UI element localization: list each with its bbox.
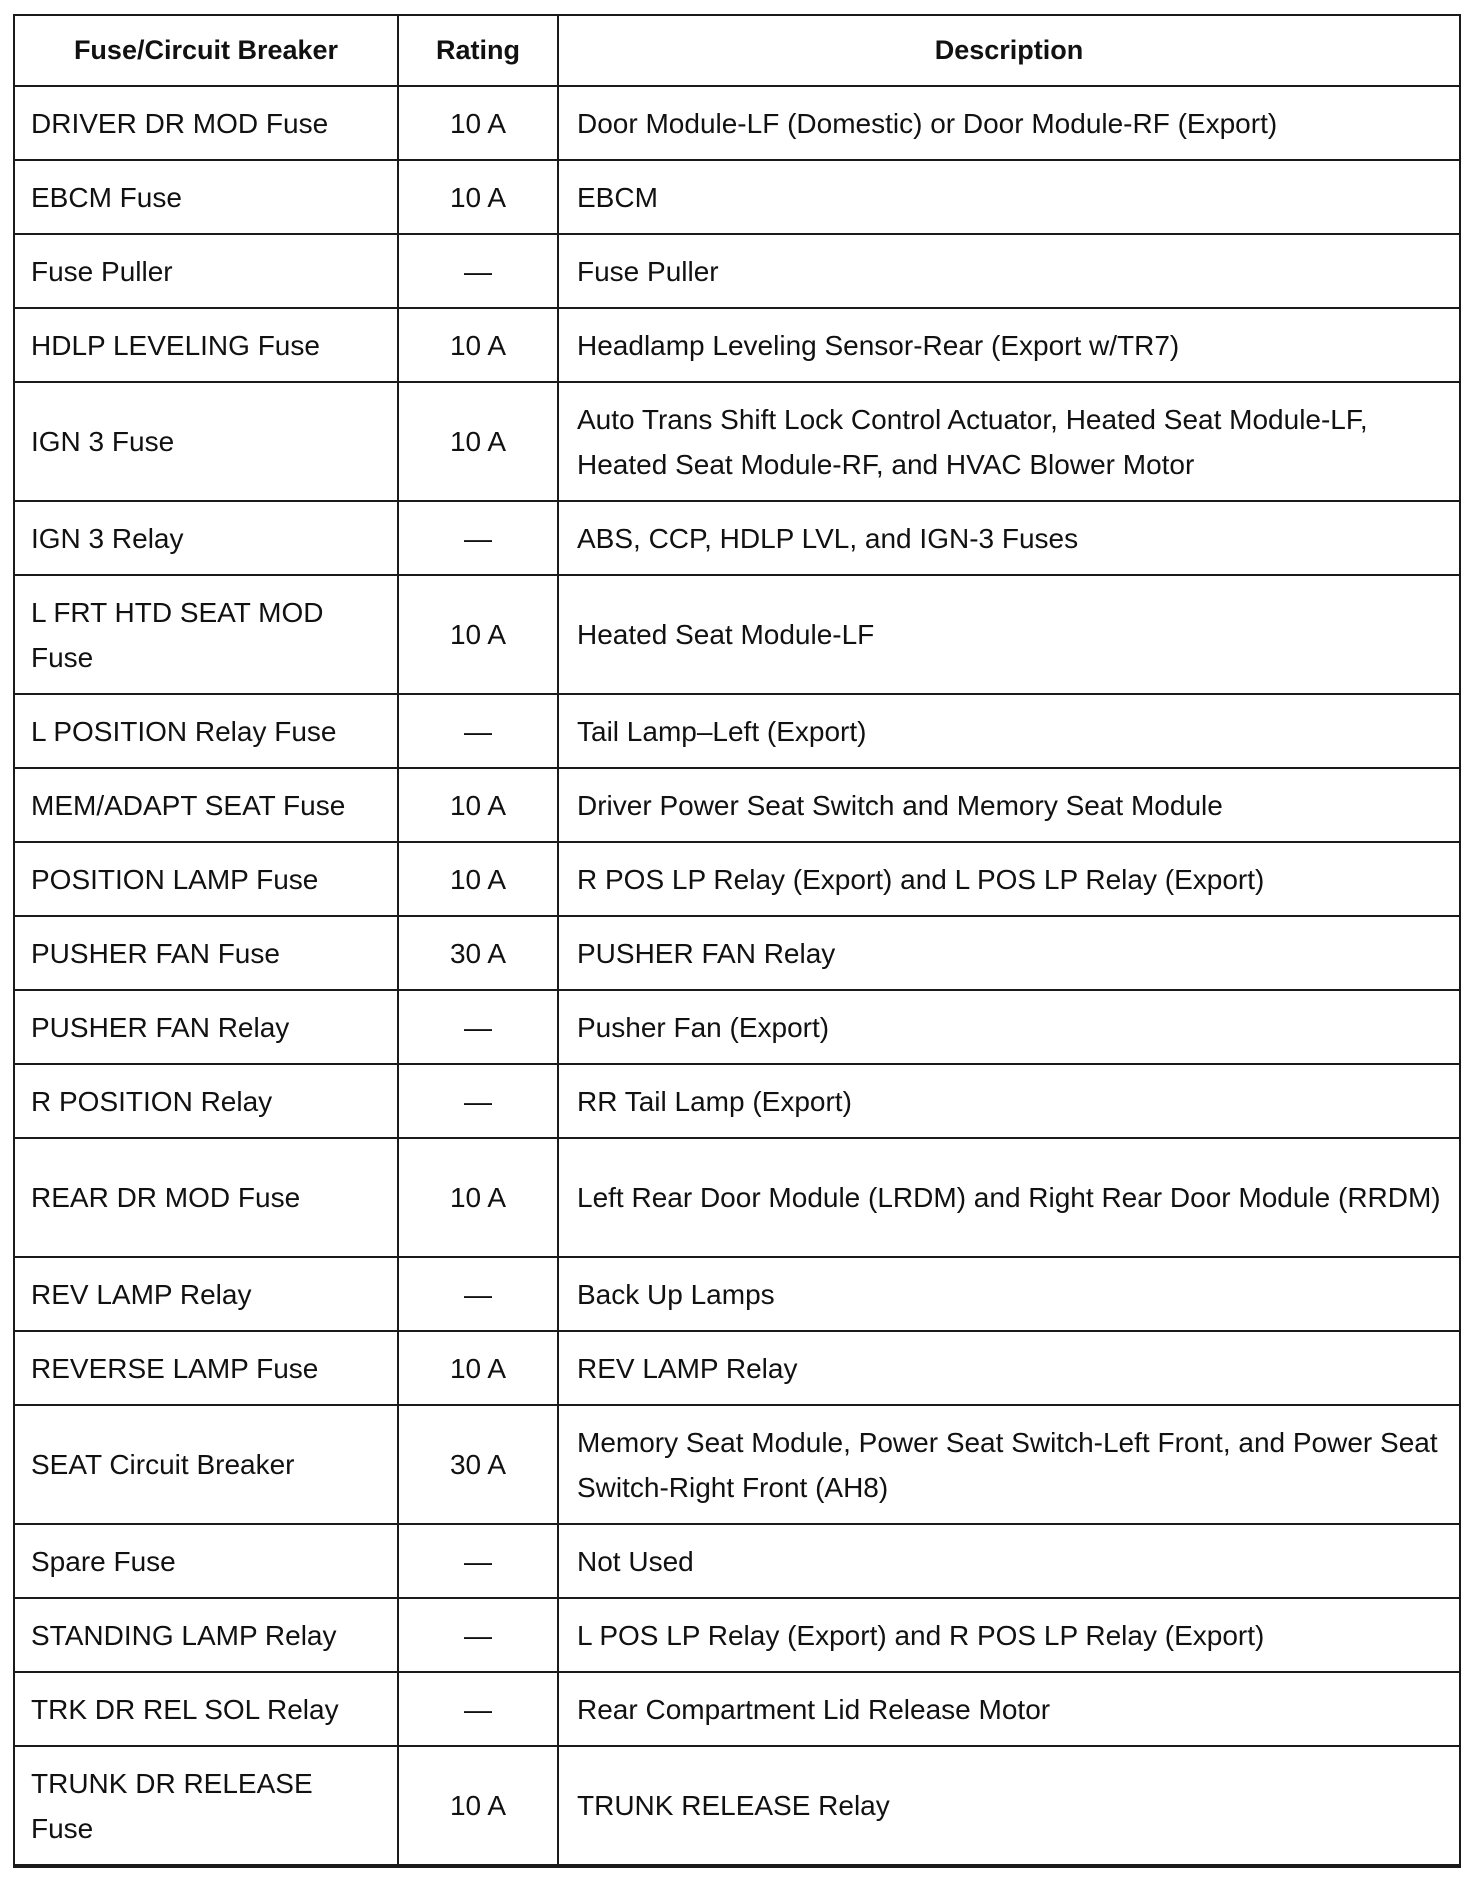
description-cell: Heated Seat Module-LF	[558, 575, 1460, 694]
fuse-name-cell: R POSITION Relay	[14, 1064, 398, 1138]
description-cell: Back Up Lamps	[558, 1257, 1460, 1331]
fuse-name-cell: DRIVER DR MOD Fuse	[14, 86, 398, 160]
fuse-name-cell: REV LAMP Relay	[14, 1257, 398, 1331]
rating-cell: 10 A	[398, 575, 558, 694]
fuse-name-cell: TRUNK DR RELEASE Fuse	[14, 1746, 398, 1866]
table-row	[14, 1138, 1460, 1257]
rating-cell: —	[398, 990, 558, 1064]
table-row	[14, 1257, 1460, 1331]
table-row	[14, 1672, 1460, 1746]
description-cell: Door Module-LF (Domestic) or Door Module-RF (Export)	[558, 86, 1460, 160]
table-row	[14, 575, 1460, 694]
table-row	[14, 842, 1460, 916]
header-description: Description	[558, 15, 1460, 86]
table-row	[14, 916, 1460, 990]
description-cell: R POS LP Relay (Export) and L POS LP Relay (Export)	[558, 842, 1460, 916]
rating-cell: —	[398, 1257, 558, 1331]
table-row	[14, 501, 1460, 575]
table-row	[14, 768, 1460, 842]
rating-cell: —	[398, 1064, 558, 1138]
table-row	[14, 1405, 1460, 1524]
table-row	[14, 694, 1460, 768]
fuse-name-cell: PUSHER FAN Fuse	[14, 916, 398, 990]
description-cell: Rear Compartment Lid Release Motor	[558, 1672, 1460, 1746]
description-cell: RR Tail Lamp (Export)	[558, 1064, 1460, 1138]
description-cell: Driver Power Seat Switch and Memory Seat Module	[558, 768, 1460, 842]
fuse-name-cell: POSITION LAMP Fuse	[14, 842, 398, 916]
fuse-name-cell: IGN 3 Fuse	[14, 382, 398, 501]
header-rating: Rating	[398, 15, 558, 86]
description-cell: Tail Lamp–Left (Export)	[558, 694, 1460, 768]
fuse-table-document	[13, 14, 1459, 1868]
rating-cell: 10 A	[398, 1331, 558, 1405]
fuse-name-cell: MEM/ADAPT SEAT Fuse	[14, 768, 398, 842]
description-cell: Fuse Puller	[558, 234, 1460, 308]
fuse-table	[13, 14, 1461, 1868]
fuse-name-cell: TRK DR REL SOL Relay	[14, 1672, 398, 1746]
rating-cell: 10 A	[398, 1746, 558, 1866]
rating-cell: 10 A	[398, 86, 558, 160]
table-row	[14, 1746, 1460, 1866]
rating-cell: 10 A	[398, 382, 558, 501]
fuse-name-cell: Fuse Puller	[14, 234, 398, 308]
rating-cell: 10 A	[398, 842, 558, 916]
fuse-name-cell: L POSITION Relay Fuse	[14, 694, 398, 768]
fuse-name-cell: IGN 3 Relay	[14, 501, 398, 575]
header-row	[14, 15, 1460, 86]
description-cell: TRUNK RELEASE Relay	[558, 1746, 1460, 1866]
description-cell: L POS LP Relay (Export) and R POS LP Relay (Export)	[558, 1598, 1460, 1672]
table-row	[14, 1064, 1460, 1138]
fuse-name-cell: PUSHER FAN Relay	[14, 990, 398, 1064]
rating-cell: 10 A	[398, 1138, 558, 1257]
rating-cell: 30 A	[398, 916, 558, 990]
rating-cell: —	[398, 501, 558, 575]
table-row	[14, 86, 1460, 160]
rating-cell: —	[398, 1672, 558, 1746]
fuse-name-cell: L FRT HTD SEAT MOD Fuse	[14, 575, 398, 694]
rating-cell: 10 A	[398, 768, 558, 842]
fuse-name-cell: SEAT Circuit Breaker	[14, 1405, 398, 1524]
table-row	[14, 990, 1460, 1064]
rating-cell: 10 A	[398, 308, 558, 382]
description-cell: Auto Trans Shift Lock Control Actuator, Heated Seat Module-LF, Heated Seat Module-RF, and HVAC Blower Motor	[558, 382, 1460, 501]
table-row	[14, 308, 1460, 382]
rating-cell: —	[398, 694, 558, 768]
description-cell: REV LAMP Relay	[558, 1331, 1460, 1405]
fuse-name-cell: REAR DR MOD Fuse	[14, 1138, 398, 1257]
table-row	[14, 1331, 1460, 1405]
description-cell: EBCM	[558, 160, 1460, 234]
description-cell: ABS, CCP, HDLP LVL, and IGN-3 Fuses	[558, 501, 1460, 575]
fuse-name-cell: EBCM Fuse	[14, 160, 398, 234]
table-row	[14, 1598, 1460, 1672]
description-cell: Left Rear Door Module (LRDM) and Right Rear Door Module (RRDM)	[558, 1138, 1460, 1257]
description-cell: Memory Seat Module, Power Seat Switch-Left Front, and Power Seat Switch-Right Front (AH8)	[558, 1405, 1460, 1524]
rating-cell: —	[398, 1598, 558, 1672]
fuse-name-cell: Spare Fuse	[14, 1524, 398, 1598]
description-cell: Pusher Fan (Export)	[558, 990, 1460, 1064]
rating-cell: —	[398, 234, 558, 308]
rating-cell: 30 A	[398, 1405, 558, 1524]
table-row	[14, 1524, 1460, 1598]
description-cell: Headlamp Leveling Sensor-Rear (Export w/TR7)	[558, 308, 1460, 382]
table-row	[14, 382, 1460, 501]
fuse-name-cell: HDLP LEVELING Fuse	[14, 308, 398, 382]
description-cell: PUSHER FAN Relay	[558, 916, 1460, 990]
header-fuse-circuit-breaker: Fuse/Circuit Breaker	[14, 15, 398, 86]
rating-cell: —	[398, 1524, 558, 1598]
rating-cell: 10 A	[398, 160, 558, 234]
fuse-name-cell: REVERSE LAMP Fuse	[14, 1331, 398, 1405]
description-cell: Not Used	[558, 1524, 1460, 1598]
table-row	[14, 234, 1460, 308]
fuse-name-cell: STANDING LAMP Relay	[14, 1598, 398, 1672]
table-row	[14, 160, 1460, 234]
